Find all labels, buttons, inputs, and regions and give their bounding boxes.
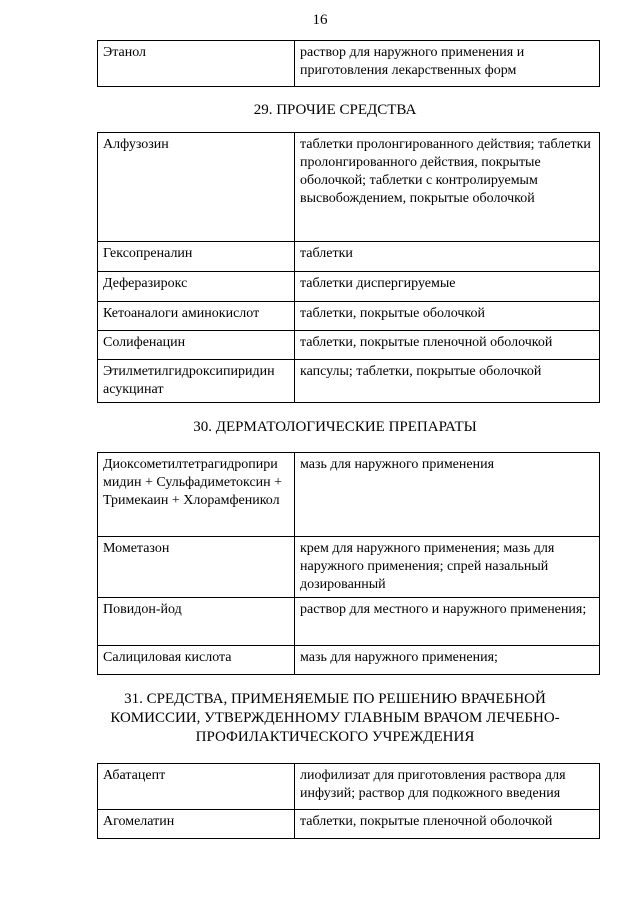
drug-name: Этанол: [98, 41, 295, 87]
table-row: [98, 598, 600, 646]
drug-name: Этилметилгидроксипиридин асукцинат: [98, 360, 295, 403]
drug-form: мазь для наружного применения;: [295, 646, 600, 675]
table-row: [98, 764, 600, 810]
drug-form: таблетки, покрытые оболочкой: [295, 302, 600, 331]
section-30-table: [97, 452, 600, 675]
drug-name: Абатацепт: [98, 764, 295, 810]
section-30-heading: 30. ДЕРМАТОЛОГИЧЕСКИЕ ПРЕПАРАТЫ: [193, 419, 477, 435]
table-row: [98, 537, 600, 598]
table-row: [98, 810, 600, 839]
drug-name: Кетоаналоги аминокислот: [98, 302, 295, 331]
drug-name: Алфузозин: [98, 133, 295, 242]
table-row: [98, 302, 600, 331]
drug-form: таблетки, покрытые пленочной оболочкой: [295, 331, 600, 360]
drug-form: раствор для местного и наружного применения;: [295, 598, 600, 646]
page-number: 16: [312, 12, 328, 28]
drug-name: Салициловая кислота: [98, 646, 295, 675]
drug-form: таблетки, покрытые пленочной оболочкой: [295, 810, 600, 839]
table-row: [98, 360, 600, 403]
section-31-heading: 31. СРЕДСТВА, ПРИМЕНЯЕМЫЕ ПО РЕШЕНИЮ ВРАЧЕБНОЙ КОМИССИИ, УТВЕРЖДЕННОМУ ГЛАВНЫМ ВРАЧОМ ЛЕЧЕБНО-ПРОФИЛАКТИЧЕСКОГО УЧРЕЖДЕНИЯ: [110, 691, 560, 745]
drug-name: Солифенацин: [98, 331, 295, 360]
section-29-heading: 29. ПРОЧИЕ СРЕДСТВА: [253, 102, 417, 118]
drug-name: Деферазирокс: [98, 272, 295, 302]
drug-form: мазь для наружного применения: [295, 453, 600, 537]
drug-form: лиофилизат для приготовления раствора для инфузий; раствор для подкожного введения: [295, 764, 600, 810]
section-31-table: [97, 763, 600, 839]
drug-name: Повидон-йод: [98, 598, 295, 646]
table-row: [98, 272, 600, 302]
drug-form: крем для наружного применения; мазь для наружного применения; спрей назальный дозированный: [295, 537, 600, 598]
drug-name: Мометазон: [98, 537, 295, 598]
table-row: [98, 133, 600, 242]
table-row: [98, 41, 600, 87]
drug-name: Агомелатин: [98, 810, 295, 839]
drug-name: Гексопреналин: [98, 242, 295, 272]
drug-name: Диоксометилтетрагидропири мидин + Сульфадиметоксин + Тримекаин + Хлорамфеникол: [98, 453, 295, 537]
table-row: [98, 242, 600, 272]
table-row: [98, 331, 600, 360]
section-29-table: [97, 132, 600, 403]
drug-form: таблетки: [295, 242, 600, 272]
table-row: [98, 453, 600, 537]
drug-form: таблетки диспергируемые: [295, 272, 600, 302]
drug-form: таблетки пролонгированного действия; таблетки пролонгированного действия, покрытые оболочкой; таблетки с контролируемым высвобождением, покрытые оболочкой: [295, 133, 600, 242]
drug-table-continued: [97, 40, 600, 87]
drug-form: раствор для наружного применения и приготовления лекарственных форм: [295, 41, 600, 87]
drug-form: капсулы; таблетки, покрытые оболочкой: [295, 360, 600, 403]
table-row: [98, 646, 600, 675]
